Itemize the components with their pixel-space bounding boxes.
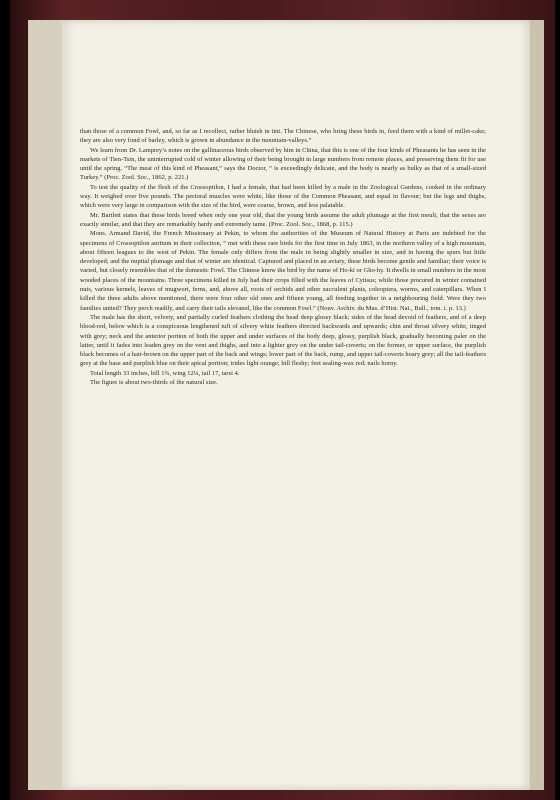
paragraph: Total length 33 inches, bill 1¾, wing 12¼, tail 17, tarsi 4. bbox=[90, 369, 240, 377]
paragraph: To test the quality of the flesh of the Crossoptilon, I had a female, that had been killed by a male in the Zoological Gardens, cooked in the ordinary way. It weighed over five pounds. The pectoral muscles were white, like those of the Common Pheasant, and equal in flavour; but the legs and thighs, which were very large in comparison with the size of the bird, were coarse, brown, and less palatable. bbox=[80, 183, 486, 210]
page-text bbox=[80, 127, 486, 387]
paragraph: Mr. Bartlett states that these birds breed when only one year old, that the young birds assume the adult plumage at the first moult, that the sexes are exactly similar, and that they are remarkably hardy and extremely tame. (Proc. Zool. Soc., 1868, p. 115.) bbox=[80, 211, 486, 228]
paragraph: than those of a common Fowl, and, so far as I recollect, rather bluish in tint. The Chinese, who bring these birds in, feed them with a kind of millet-cake; they are also very fond of barley, which is grown in abundance in the mountain-valleys.” bbox=[80, 128, 486, 145]
paragraph: We learn from Dr. Lamprey’s notes on the gallinaceous birds observed by him in China, that this is one of the four kinds of Pheasants he has seen in the markets of Tien-Tsin, the uninterrupted cold of winter allowing of their being brought in large numbers from remote places, and preserving them fit for use until the spring. “The meat of this kind of Pheasant,” says the Doctor, “ is exceedingly delicate, and the body is nearly as bulky as that of a small-sized Turkey.” (Proc. Zool. Soc., 1862, p. 221.) bbox=[80, 146, 486, 182]
paragraph: Mons. Armand David, the French Missionary at Pekin, to whom the authorities of the Museum of Natural History at Paris are indebted for the specimens of Crossoptilon auritum in their collection, “ met with these rare birds for the first time in July 1863, in the northern valley of a high mountain, about fifteen leagues to the west of Pekin. The female only differs from the male in being slightly smaller in size, and in having the spurs but little developed; and the nuptial plumage and that of winter are identical. Captured and placed in an aviary, these birds become gentle and familiar; their voice is varied, but closely resembles that of the domestic Fowl. The Chinese know the bird by the name of Ho-ki or Gho-hy. It dwells in small numbers in the most wooded places of the mountains. Three specimens killed in July had their crops filled with the leaves of Cytisus; while those procured in winter contained nuts, various kernels, leaves of mugwort, ferns, and, above all, roots of orchids and other succulent plants, coleoptera, worms, and caterpillars. When I killed the three adults above mentioned, there were four other old ones and fifteen young, all feeding together in a neighbouring field. Were they two families united? They perch readily, and carry their tails elevated, like the common Fowl.” (Nouv. Archiv. du Mus. d’Hist. Nat., Bull., tom. i. p. 13.) bbox=[80, 230, 486, 312]
paragraph: The figure is about two-thirds of the natural size. bbox=[90, 379, 218, 387]
paragraph: The male has the short, velvety, and partially curled feathers clothing the head deep glossy black; sides of the head devoid of feathers, and of a deep blood-red, below which is a conspicuous lengthened tuft of silvery white feathers directed backwards and upwards; chin and throat silvery white, tinged with grey; neck and the anterior portion of both the upper and under surfaces of the body deep, glossy, purplish black, gradually becoming paler on the latter, until it fades into leaden grey on the vent and thighs, and into a lighter grey on the under tail-coverts; on the former, or upper surface, the purplish black becomes of a hair-brown on the upper part of the back and wings; lower part of the back, rump, and upper tail-coverts hoary grey; all the tail-feathers grey at the base and purplish blue on their apical portion; irides light orange; bill fleshy; feet sealing-wax red; nails horny. bbox=[80, 313, 486, 368]
page-stack-right bbox=[530, 20, 544, 790]
page-stack-left bbox=[28, 20, 63, 790]
